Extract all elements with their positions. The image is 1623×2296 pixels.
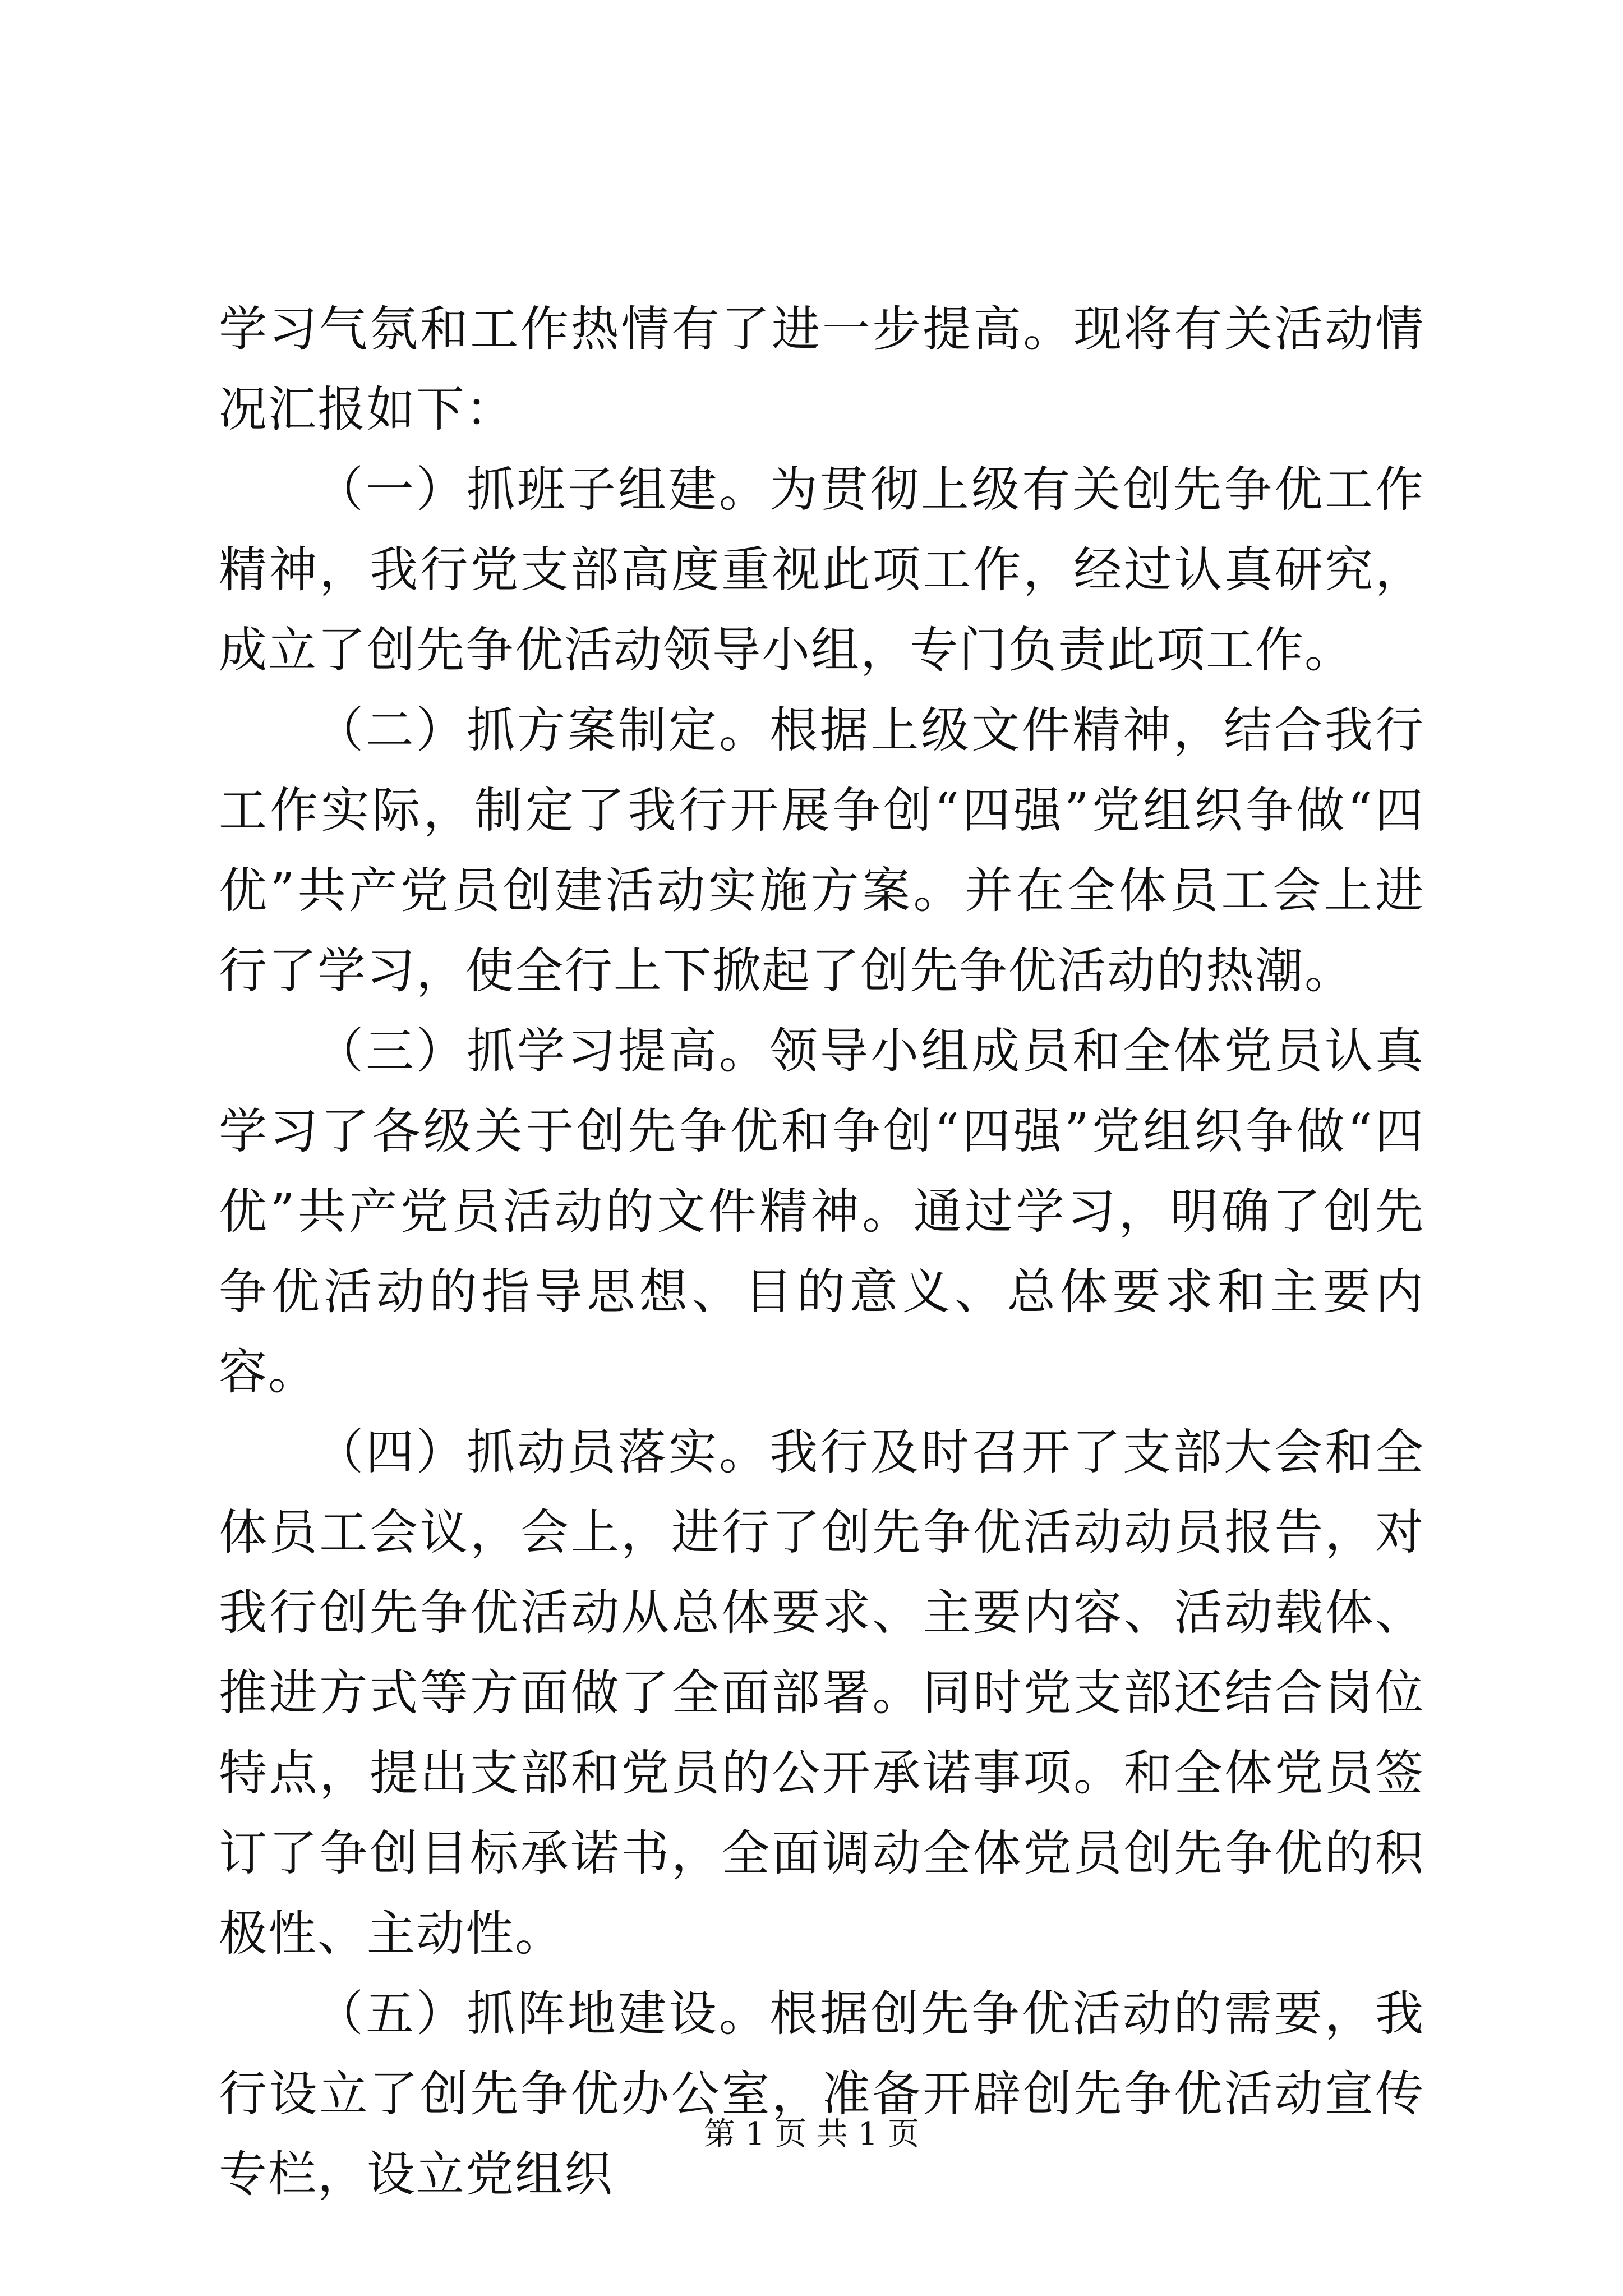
- document-body: [219, 289, 1424, 2215]
- paragraph-item-2: （二）抓方案制定。根据上级文件精神，结合我行工作实际，制定了我行开展争创“四强”党组织争做“四优”共产党员创建活动实施方案。并在全体员工会上进行了学习，使全行上下掀起了创先争优活动的热潮。: [219, 702, 1424, 999]
- paragraph-item-4: （四）抓动员落实。我行及时召开了支部大会和全体员工会议，会上，进行了创先争优活动动员报告，对我行创先争优活动从总体要求、主要内容、活动载体、推进方式等方面做了全面部署。同时党支部还结合岗位特点，提出支部和党员的公开承诺事项。和全体党员签订了争创目标承诺书，全面调动全体党员创先争优的积极性、主动性。: [219, 1424, 1424, 1962]
- paragraph-item-5: （五）抓阵地建设。根据创先争优活动的需要，我行设立了创先争优办公室，准备开辟创先争优活动宣传专栏，设立党组织: [219, 1986, 1424, 2202]
- paragraph-intro-continuation: 学习气氛和工作热情有了进一步提高。现将有关活动情况汇报如下：: [219, 301, 1424, 438]
- paragraph-item-3: （三）抓学习提高。领导小组成员和全体党员认真学习了各级关于创先争优和争创“四强”党组织争做“四优”共产党员活动的文件精神。通过学习，明确了创先争优活动的指导思想、目的意义、总体要求和主要内容。: [219, 1023, 1424, 1400]
- page-number-footer: 第 1 页 共 1 页: [703, 2116, 920, 2152]
- paragraph-item-1: （一）抓班子组建。为贯彻上级有关创先争优工作精神，我行党支部高度重视此项工作，经过认真研究，成立了创先争优活动领导小组，专门负责此项工作。: [219, 462, 1424, 678]
